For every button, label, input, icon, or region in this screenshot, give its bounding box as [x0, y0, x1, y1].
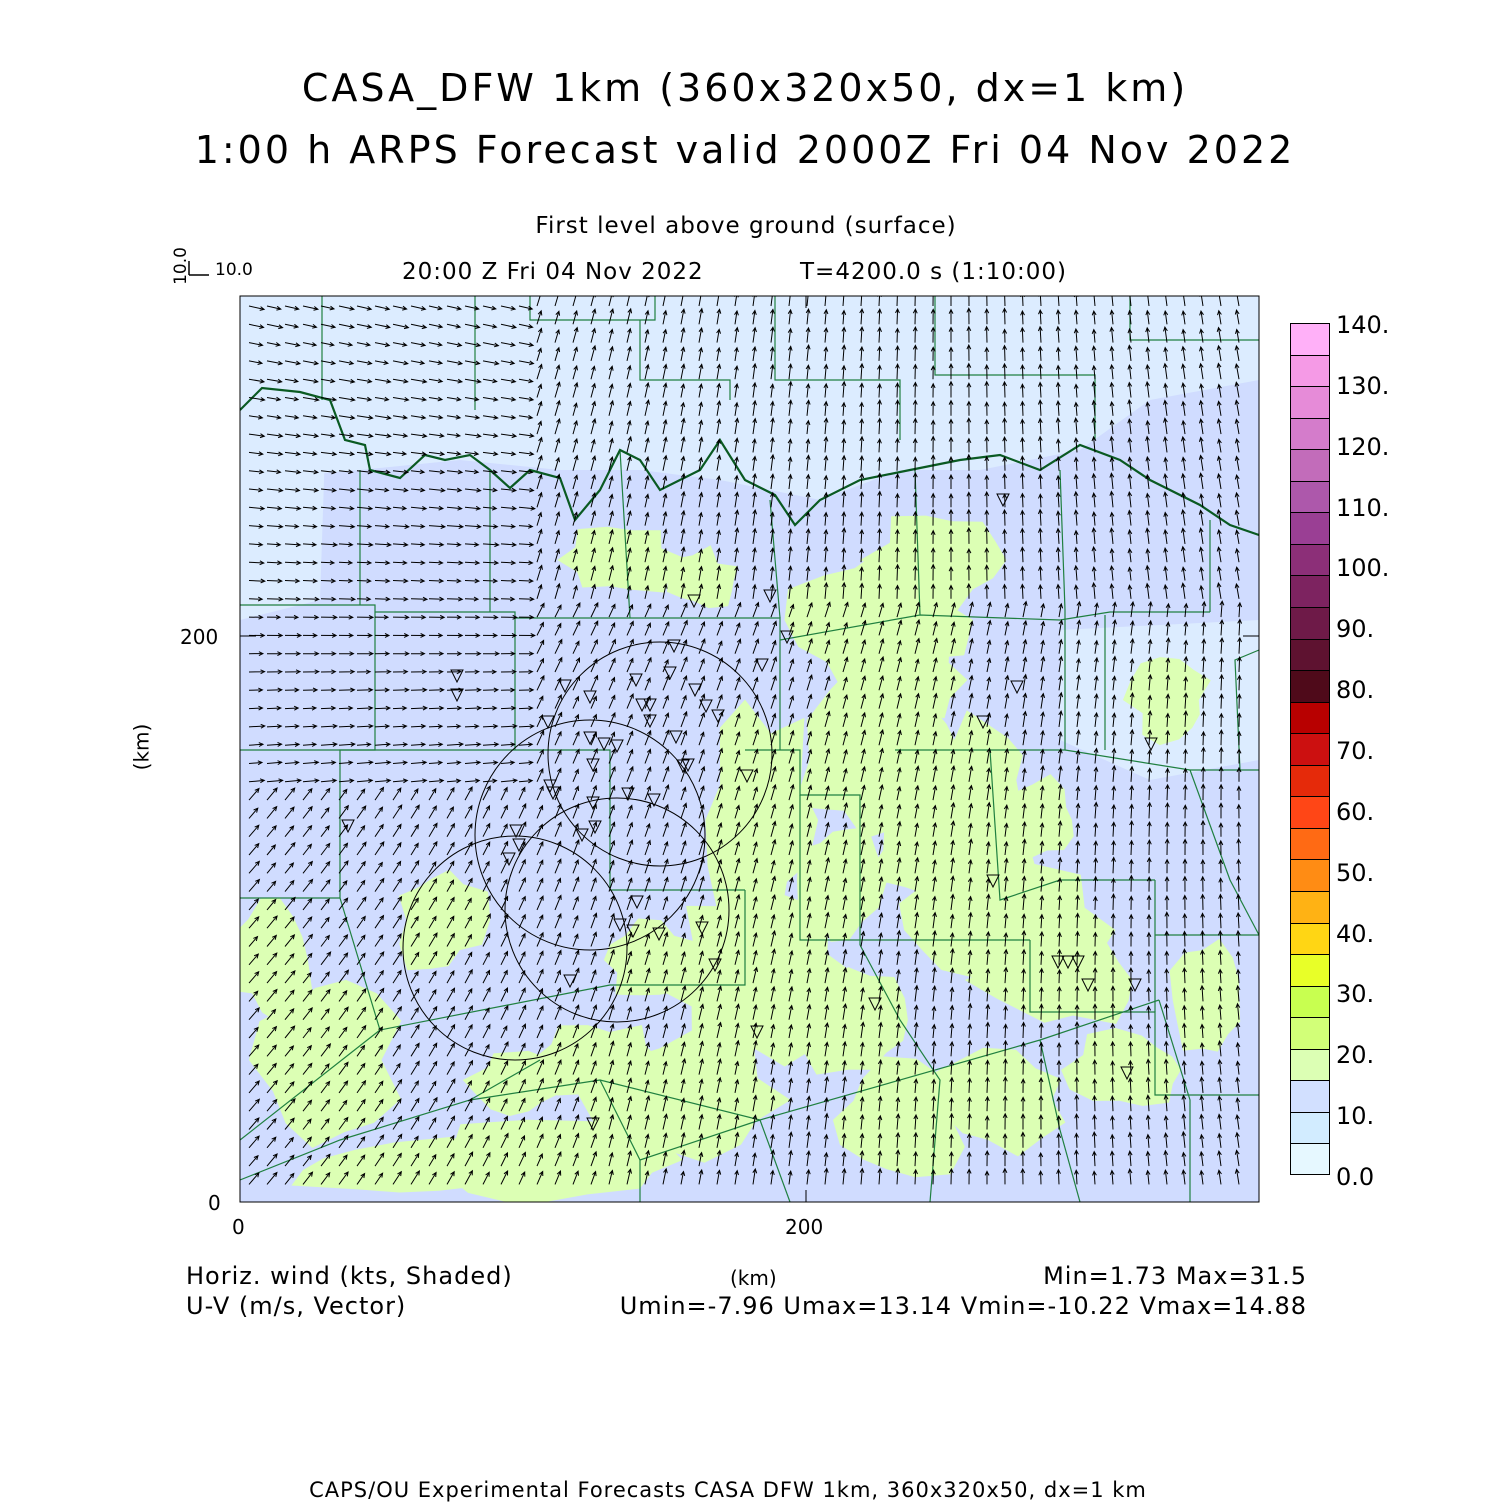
x-axis-label: (km) — [730, 1266, 777, 1290]
y-tick-200: 200 — [180, 625, 219, 649]
footer-min-max: Min=1.73 Max=31.5 — [1043, 1262, 1307, 1290]
colorbar-swatch — [1290, 702, 1330, 734]
colorbar-swatch — [1290, 323, 1330, 355]
colorbar-swatch — [1290, 575, 1330, 607]
colorbar-swatch — [1290, 891, 1330, 923]
title-line-2: 1:00 h ARPS Forecast valid 2000Z Fri 04 Nov 2022 — [194, 128, 1296, 172]
colorbar-swatch — [1290, 986, 1330, 1018]
y-tick-0: 0 — [208, 1191, 221, 1215]
title-line-1: CASA_DFW 1km (360x320x50, dx=1 km) — [301, 66, 1189, 110]
colorbar-label: 20. — [1336, 1041, 1375, 1070]
colorbar-label: 120. — [1336, 432, 1390, 461]
colorbar-label: 50. — [1336, 858, 1375, 887]
footer-shaded-field: Horiz. wind (kts, Shaded) — [186, 1262, 513, 1290]
colorbar-swatch — [1290, 639, 1330, 671]
valid-time-subtitle: 20:00 Z Fri 04 Nov 2022 — [402, 259, 704, 285]
level-subtitle: First level above ground (surface) — [535, 213, 957, 239]
colorbar-label: 0.0 — [1336, 1163, 1375, 1191]
footer-vector-field: U-V (m/s, Vector) — [186, 1292, 407, 1320]
colorbar-label: 80. — [1336, 676, 1375, 705]
x-tick-200: 200 — [785, 1215, 824, 1239]
colorbar-swatch — [1290, 1112, 1330, 1144]
colorbar-swatch — [1290, 386, 1330, 418]
colorbar-swatch — [1290, 954, 1330, 986]
colorbar-swatch — [1290, 733, 1330, 765]
colorbar-swatch — [1290, 1049, 1330, 1081]
colorbar-label: 110. — [1336, 493, 1390, 522]
colorbar-label: 40. — [1336, 919, 1375, 948]
colorbar-swatch — [1290, 859, 1330, 891]
x-tick-0: 0 — [232, 1215, 245, 1239]
colorbar-label: 90. — [1336, 615, 1375, 644]
vector-key-arrow — [189, 261, 209, 275]
colorbar-swatch — [1290, 544, 1330, 576]
colorbar-swatch — [1290, 607, 1330, 639]
y-axis-label: (km) — [129, 723, 154, 771]
colorbar-swatch — [1290, 765, 1330, 797]
vector-key-horizontal: 10.0 — [215, 260, 253, 280]
colorbar-swatch — [1290, 1017, 1330, 1049]
colorbar-label: 30. — [1336, 980, 1375, 1009]
colorbar-swatch — [1290, 481, 1330, 513]
colorbar-label: 60. — [1336, 797, 1375, 826]
colorbar-swatch — [1290, 355, 1330, 387]
colorbar-label: 70. — [1336, 737, 1375, 765]
footer-credit: CAPS/OU Experimental Forecasts CASA DFW 1km, 360x320x50, dx=1 km — [309, 1478, 1147, 1502]
colorbar-swatch — [1290, 796, 1330, 828]
colorbar-swatch — [1290, 418, 1330, 450]
vector-key-vertical: 10.0 — [170, 247, 191, 285]
elapsed-time-subtitle: T=4200.0 s (1:10:00) — [800, 259, 1068, 285]
footer-uv-stats: Umin=-7.96 Umax=13.14 Vmin=-10.22 Vmax=14.88 — [619, 1292, 1307, 1320]
colorbar-swatch — [1290, 1143, 1330, 1175]
colorbar-swatch — [1290, 828, 1330, 860]
colorbar-swatch — [1290, 449, 1330, 481]
colorbar-swatch — [1290, 1080, 1330, 1112]
colorbar-swatch — [1290, 923, 1330, 955]
colorbar-swatch — [1290, 670, 1330, 702]
colorbar-label: 140. — [1336, 311, 1390, 339]
colorbar-label: 10. — [1336, 1102, 1375, 1131]
colorbar-label: 130. — [1336, 371, 1390, 400]
colorbar-swatch — [1290, 512, 1330, 544]
colorbar-label: 100. — [1336, 554, 1390, 583]
